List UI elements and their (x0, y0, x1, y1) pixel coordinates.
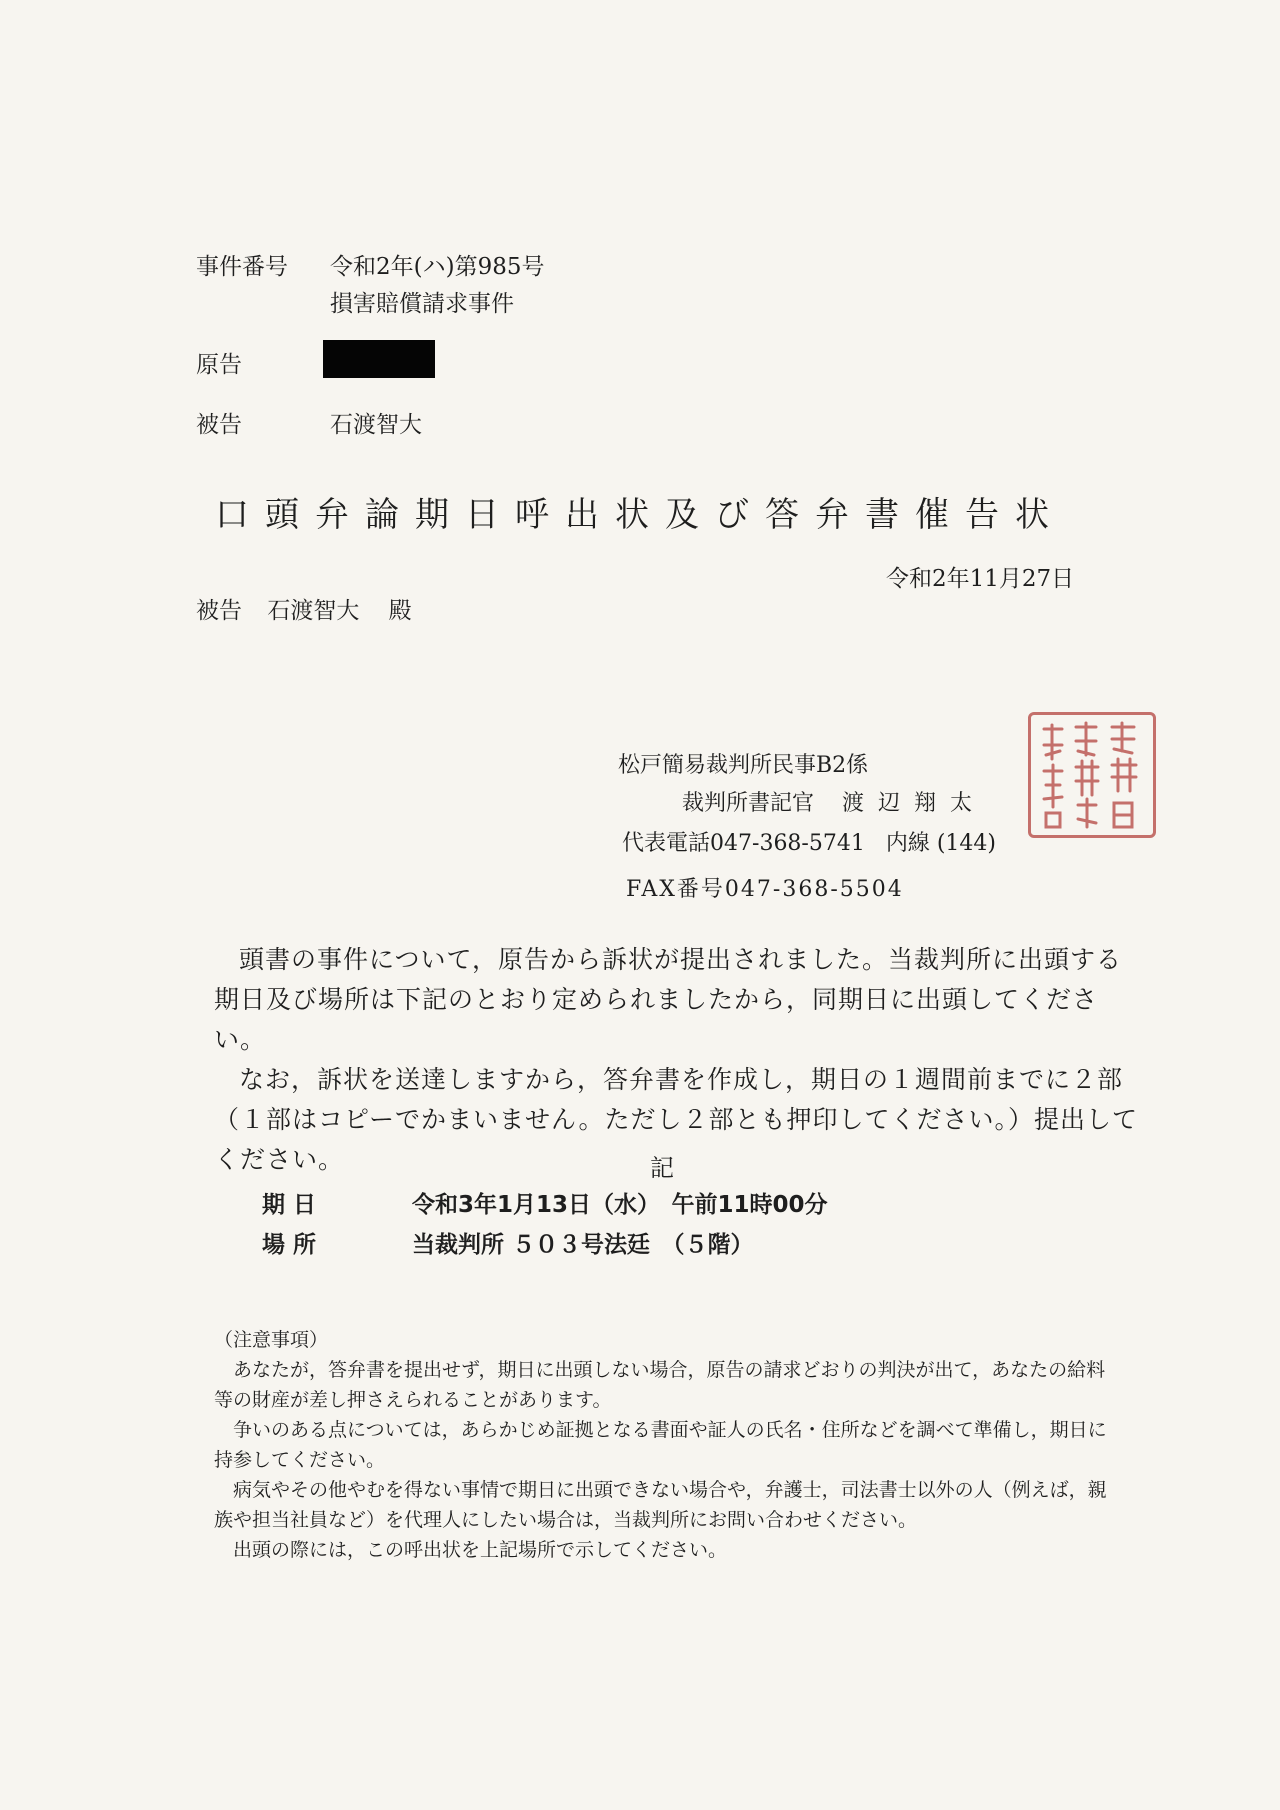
phone-number: 047-368-5741 (710, 831, 865, 856)
addressee-name: 石渡智大 (267, 598, 360, 624)
phone-extension: 内線 (144) (885, 831, 997, 856)
document-title: 口頭弁論期日呼出状及び答弁書催告状 (215, 495, 1065, 535)
clerk-name: 渡辺翔太 (842, 791, 987, 816)
court-office: 松戸簡易裁判所民事B2係 (618, 753, 869, 778)
phone-label: 代表電話 (622, 831, 711, 856)
body-text (214, 940, 1142, 1180)
fax-line (626, 872, 904, 903)
body-paragraph-2: なお，訴状を送達しますから，答弁書を作成し，期日の１週間前までに２部（１部はコピーでかまいません。ただし２部とも押印してください。）提出してください。 (214, 1065, 1139, 1174)
addressee (196, 592, 412, 625)
notes-section (214, 1325, 1124, 1565)
hearing-date-label: 期 日 (262, 1192, 317, 1218)
case-name: 損害賠償請求事件 (330, 291, 514, 317)
fax-number: 047-368-5504 (724, 877, 904, 902)
case-number: 令和2年(ハ)第985号 (330, 254, 545, 280)
record-heading: 記 (650, 1154, 674, 1182)
body-paragraph-1: 頭書の事件について，原告から訴状が提出されました。当裁判所に出頭する期日及び場所は下記のとおり定められましたから，同期日に出頭してください。 (214, 945, 1123, 1054)
court-seal-stamp (1028, 712, 1156, 838)
note-item: 争いのある点については，あらかじめ証拠となる書面や証人の氏名・住所などを調べて準備し，期日に持参してください。 (214, 1419, 1107, 1471)
note-item: 出頭の際には，この呼出状を上記場所で示してください。 (233, 1539, 728, 1561)
fax-label: FAX番号 (626, 877, 725, 902)
hearing-place-value: 当裁判所 ５０３号法廷 （５階） (412, 1232, 754, 1258)
notes-heading: （注意事項） (214, 1329, 329, 1351)
addressee-honorific: 殿 (388, 598, 412, 624)
case-number-label: 事件番号 (196, 254, 288, 280)
note-item: あなたが，答弁書を提出せず，期日に出頭しない場合，原告の請求どおりの判決が出て，あなたの給料等の財産が差し押さえられることがあります。 (214, 1359, 1106, 1411)
hearing-place-label: 場 所 (262, 1232, 317, 1258)
phone-line (622, 826, 996, 857)
hearing-date-value: 令和3年1月13日（水） 午前11時00分 (412, 1192, 828, 1218)
plaintiff-label: 原告 (196, 352, 242, 378)
addressee-label: 被告 (196, 598, 242, 624)
seal-icon (1031, 715, 1153, 835)
note-item: 病気やその他やむを得ない事情で期日に出頭できない場合や，弁護士，司法書士以外の人（例えば，親族や担当社員など）を代理人にしたい場合は，当裁判所にお問い合わせください。 (214, 1479, 1107, 1531)
plaintiff-name-redacted (323, 340, 435, 378)
issue-date: 令和2年11月27日 (886, 566, 1075, 592)
defendant-name: 石渡智大 (330, 412, 422, 438)
clerk-title: 裁判所書記官 (682, 791, 815, 816)
defendant-label: 被告 (196, 412, 242, 438)
